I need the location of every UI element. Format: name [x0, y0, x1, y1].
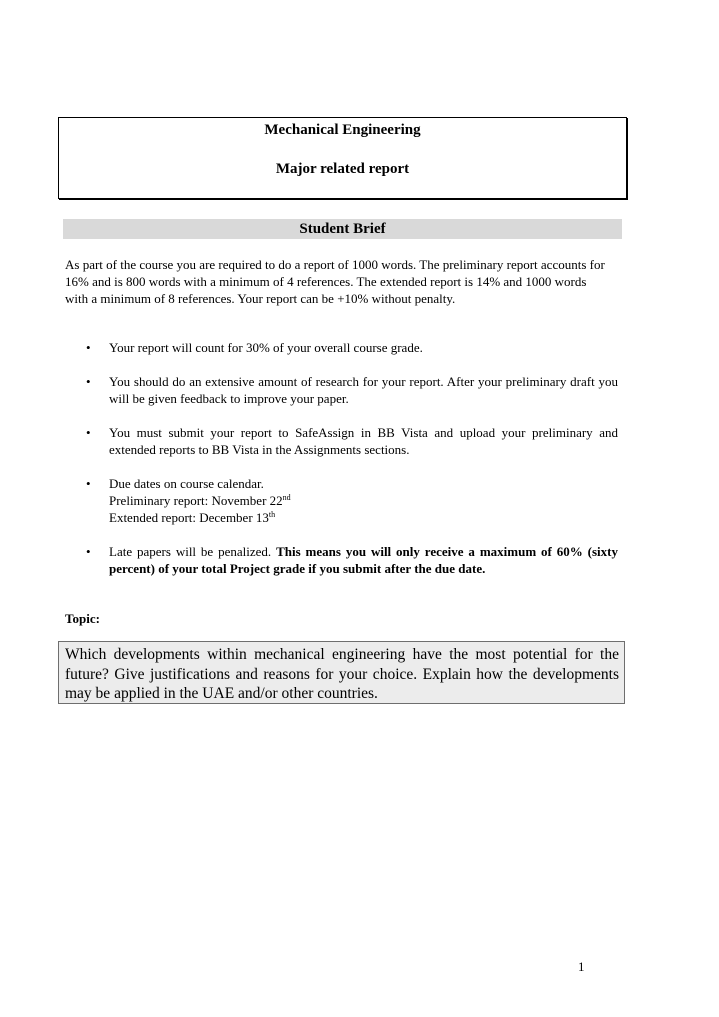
bullet-icon: • — [86, 340, 91, 355]
bullet-icon: • — [86, 425, 91, 440]
intro-paragraph: As part of the course you are required to do a report of 1000 words. The preliminary report accounts for 16% and is 800 words with a minimum of 4 references. The extended report is 14% and 1000 words with a minimum of 8 references. Your report can be +10% without penalty. — [65, 257, 605, 306]
late-policy — [109, 543, 618, 577]
list-item-text: You should do an extensive amount of research for your report. After your preliminary draft you will be given feedback to improve your paper. — [109, 374, 618, 406]
student-brief-bar — [63, 219, 622, 239]
late-policy-text: Late papers will be penalized. — [109, 544, 277, 559]
student-brief-heading: Student Brief — [299, 221, 386, 237]
list-item-text: Your report will count for 30% of your overall course grade. — [109, 340, 423, 355]
due-dates — [109, 475, 618, 526]
topic-box — [58, 641, 625, 704]
list-item-text: You must submit your report to SafeAssign in BB Vista and upload your preliminary and extended reports to BB Vista in the Assignments sections. — [109, 425, 618, 457]
topic-label: Topic: — [65, 611, 100, 626]
preliminary-due-date-text: Preliminary report: November 22 — [109, 493, 283, 508]
preliminary-due-date — [109, 492, 618, 509]
ordinal-suffix: nd — [282, 493, 291, 502]
bullet-icon: • — [86, 374, 91, 389]
due-dates-heading: Due dates on course calendar. — [109, 476, 264, 491]
extended-due-date — [109, 509, 618, 526]
report-title: Major related report — [275, 161, 410, 177]
topic-question: Which developments within mechanical engineering have the most potential for the future? Give justifications and reasons for your choice. Explain how the developments may be applied in the UAE and/or other countries. — [65, 646, 619, 702]
bullet-icon: • — [86, 476, 91, 491]
header-box — [58, 117, 627, 199]
late-policy-penalty: This means you will only receive a maximum of 60% (sixty percent) of your total Project grade if you submit after the due date. — [109, 544, 618, 576]
course-title: Mechanical Engineering — [264, 122, 421, 138]
extended-due-date-text: Extended report: December 13 — [109, 510, 269, 525]
bullet-icon: • — [86, 544, 91, 559]
ordinal-suffix: th — [268, 510, 276, 519]
page-number: 1 — [578, 959, 585, 974]
